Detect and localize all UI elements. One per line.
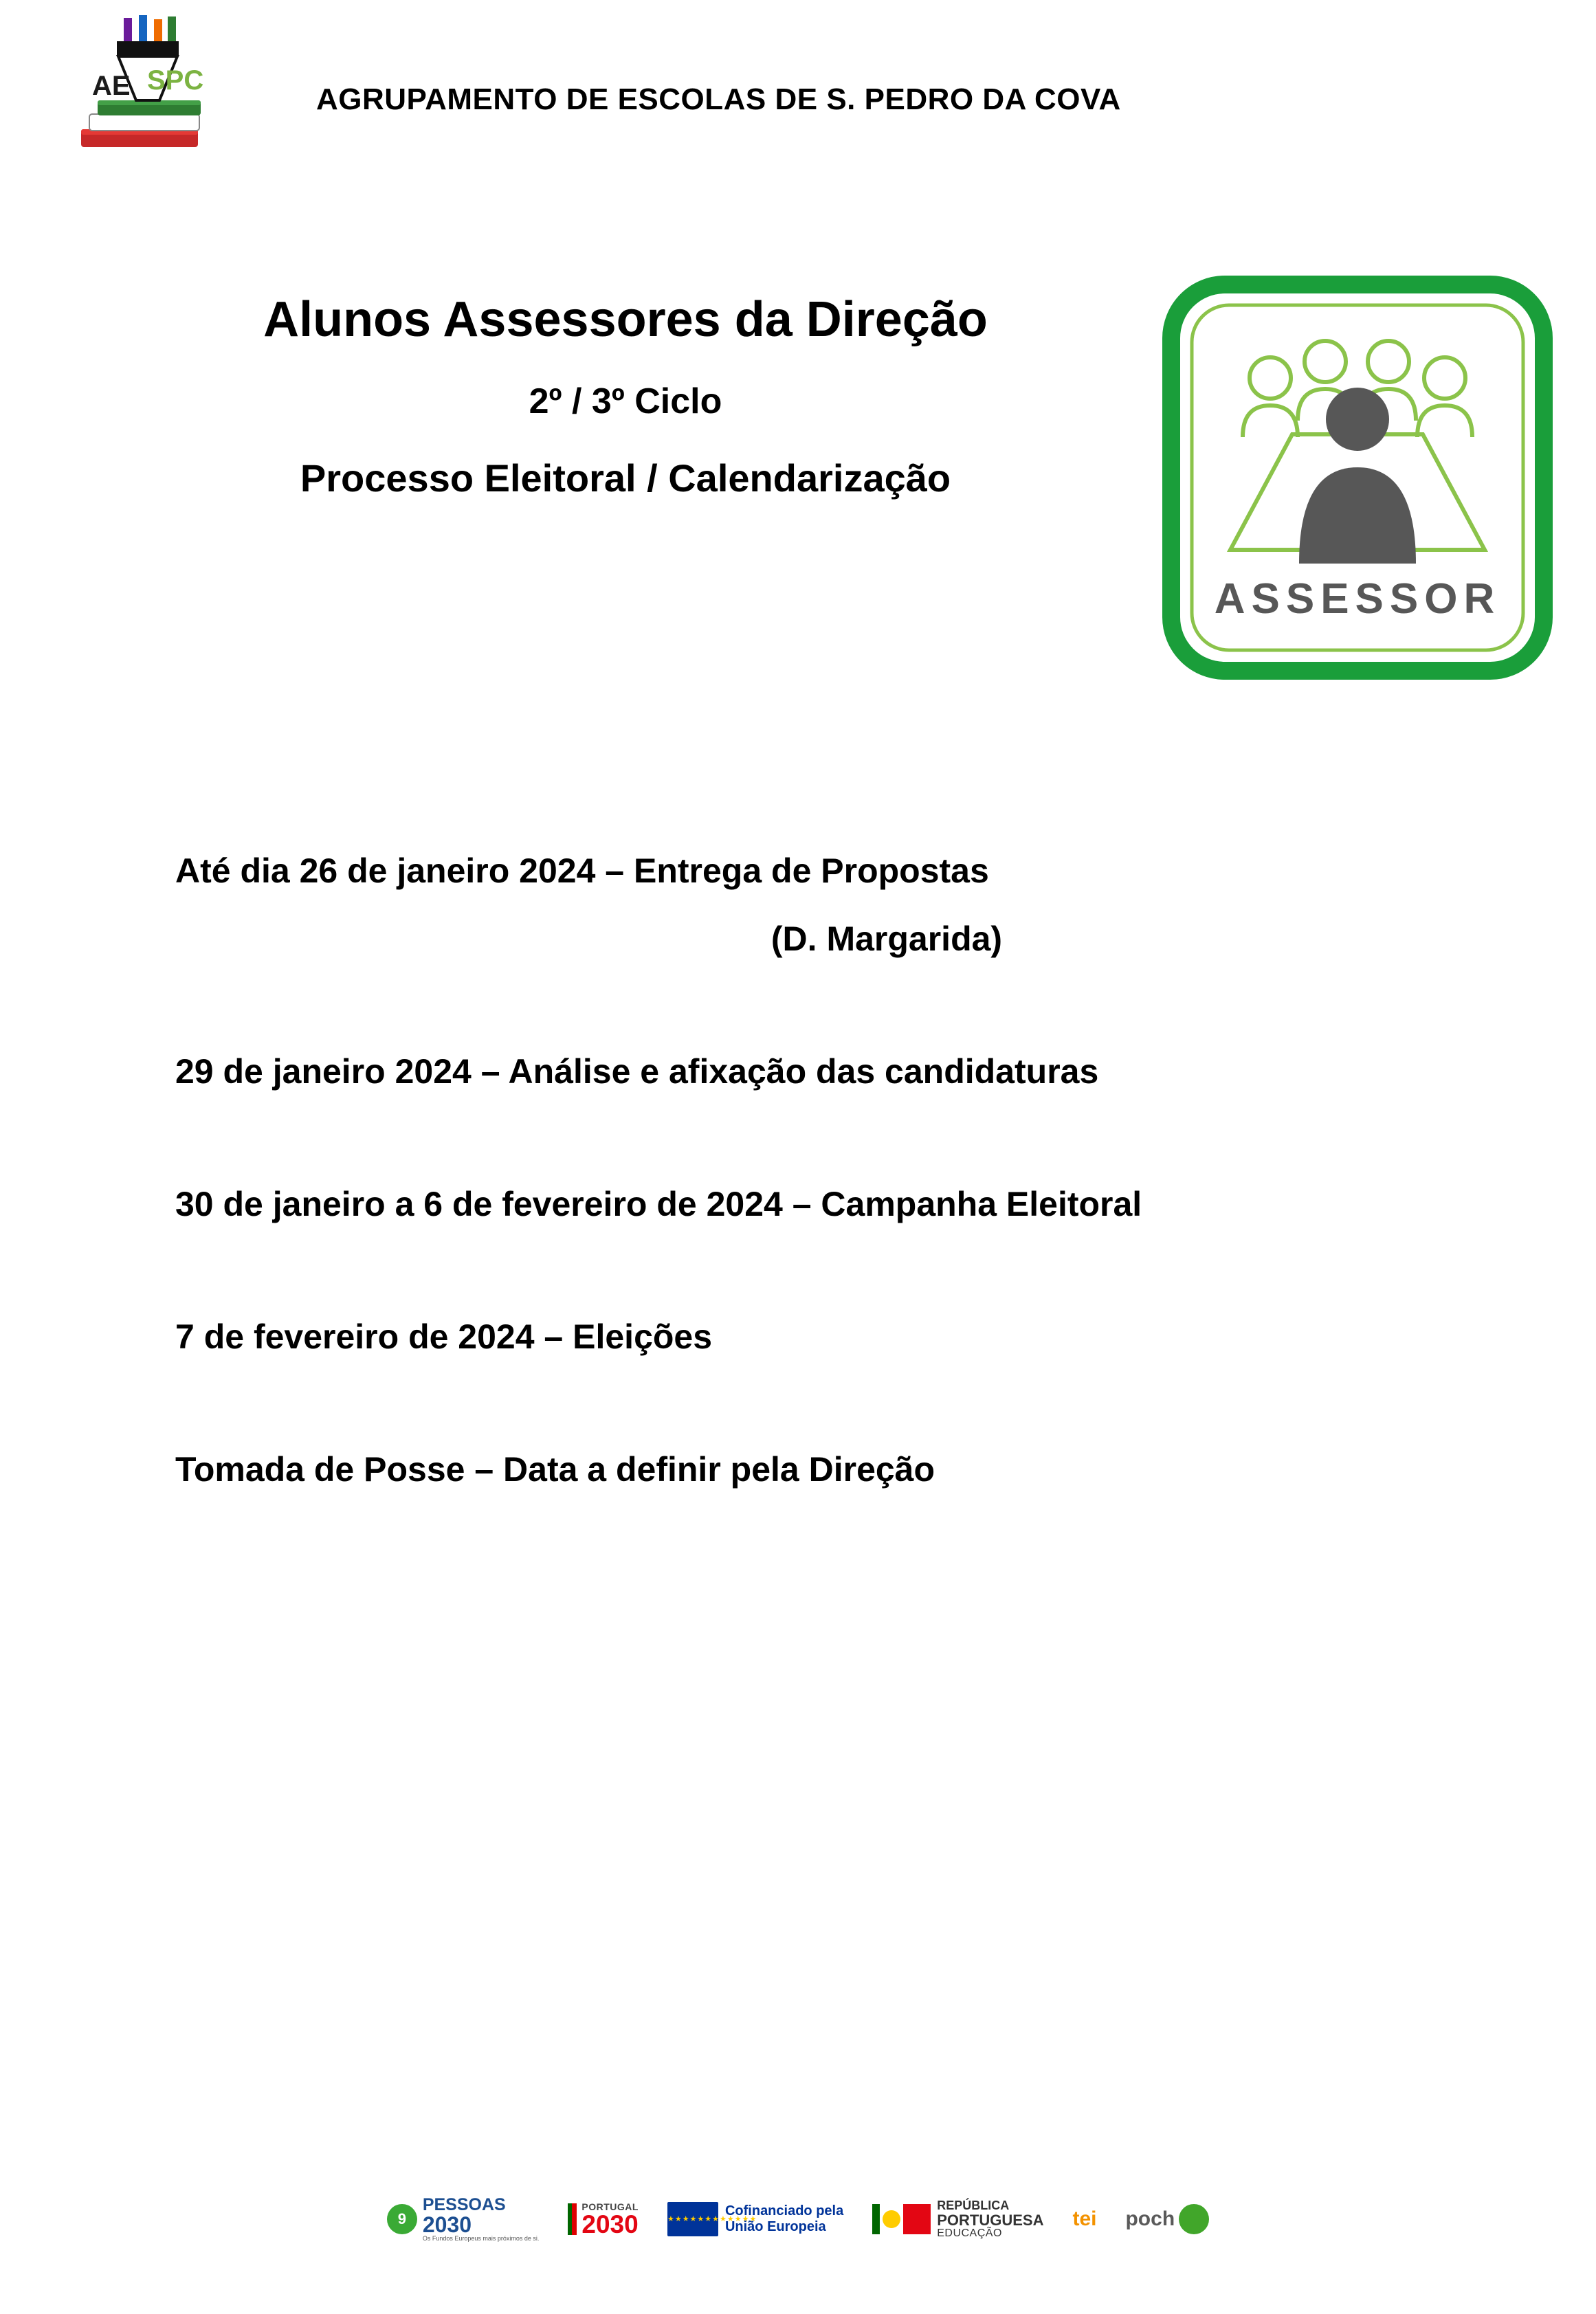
schedule-item-1-note: (D. Margarida) (771, 920, 1003, 958)
school-name-title: AGRUPAMENTO DE ESCOLAS DE S. PEDRO DA COVA (316, 82, 1121, 116)
schedule-item-1 (175, 845, 1419, 965)
portugal-flag-icon (568, 2203, 577, 2235)
logo-european-union (667, 2186, 843, 2252)
republica-line3: EDUCAÇÃO (937, 2227, 1002, 2239)
page-title: Alunos Assessores da Direção (263, 292, 988, 347)
schedule-item-3 (175, 1179, 1419, 1230)
eu-flag-icon: ★★★★★★★★★★★★ (667, 2202, 718, 2236)
poch-figure-icon (1179, 2204, 1209, 2234)
school-logo-icon (76, 14, 234, 179)
logo-poch (1125, 2186, 1209, 2252)
schedule-list (175, 845, 1419, 1577)
poch-label: poch (1125, 2207, 1175, 2230)
portugal2030-line1: PORTUGAL (581, 2201, 639, 2212)
schedule-item-5-text: Tomada de Posse – Data a definir pela Direção (175, 1450, 935, 1489)
page-header (0, 0, 1596, 206)
schedule-item-4 (175, 1311, 1419, 1363)
pessoas-badge-icon: 9 (387, 2204, 417, 2234)
svg-text:SPC: SPC (147, 65, 204, 96)
eu-line2: União Europeia (724, 2219, 826, 2234)
pessoas-line2: 2030 (422, 2212, 472, 2237)
schedule-item-5 (175, 1444, 1419, 1495)
svg-text:ASSESSOR: ASSESSOR (1214, 575, 1501, 623)
page-subtitle-cycle: 2º / 3º Ciclo (529, 381, 722, 421)
title-block (124, 289, 1127, 502)
schedule-item-1-text: Até dia 26 de janeiro 2024 – Entrega de Propostas (175, 852, 989, 890)
schedule-item-3-text: 30 de janeiro a 6 de fevereiro de 2024 – Campanha Eleitoral (175, 1185, 1142, 1223)
logo-republica-portuguesa (872, 2186, 1043, 2252)
schedule-item-2-text: 29 de janeiro 2024 – Análise e afixação das candidaturas (175, 1052, 1099, 1091)
logo-portugal-2030 (568, 2186, 639, 2252)
svg-text:AE: AE (92, 71, 131, 101)
republica-emblem-icon (872, 2204, 931, 2234)
assessor-badge-icon (1162, 275, 1553, 680)
portugal2030-line2: 2030 (581, 2210, 639, 2238)
eu-line1: Cofinanciado pela (724, 2203, 844, 2218)
page-subtitle-process: Processo Eleitoral / Calendarização (300, 456, 951, 500)
tei-label: tei (1072, 2207, 1097, 2230)
republica-line1: REPÚBLICA (937, 2198, 1010, 2212)
schedule-item-4-text: 7 de fevereiro de 2024 – Eleições (175, 1317, 713, 1356)
pessoas-line3: Os Fundos Europeus mais próximos de si. (422, 2235, 540, 2242)
logo-pessoas-2030 (387, 2186, 540, 2252)
schedule-item-2 (175, 1046, 1419, 1098)
footer-logos (0, 2186, 1596, 2252)
pessoas-line1: PESSOAS (422, 2195, 506, 2214)
logo-tei (1072, 2186, 1096, 2252)
republica-line2: PORTUGUESA (937, 2211, 1044, 2229)
